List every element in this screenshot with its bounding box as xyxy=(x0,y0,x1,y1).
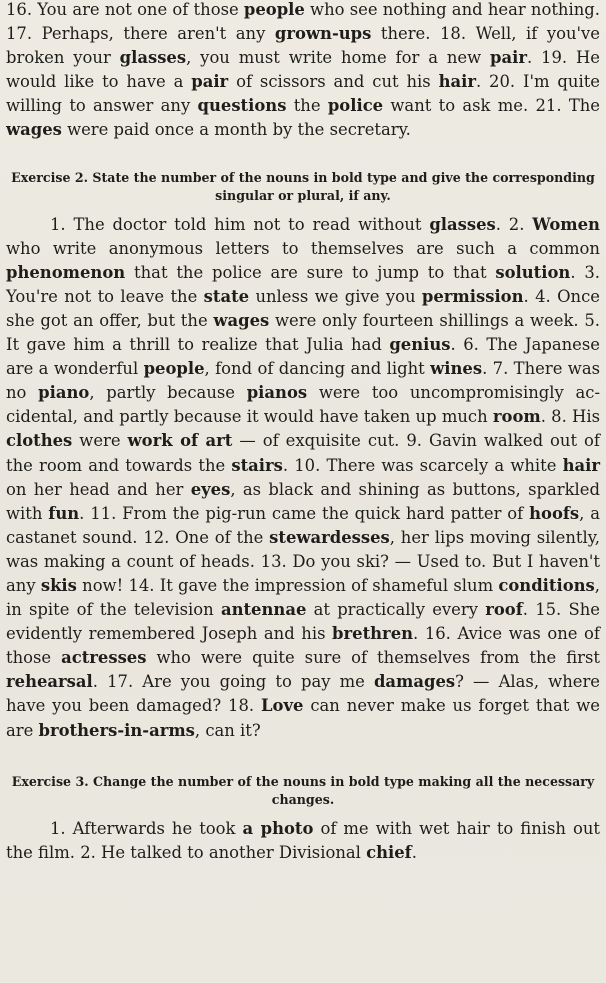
text-run: of me with wet hair to finish out the film. 2. He talked to another Divisional xyxy=(6,818,600,862)
bold-noun: skis xyxy=(40,575,77,595)
bold-noun: a photo xyxy=(242,818,314,838)
text-run: . 11. From the pig-run came the quick hard patter of xyxy=(79,503,530,523)
exercise-3-heading: Exercise 3. Change the number of the nouns in bold type making all the necessary changes. xyxy=(11,773,595,807)
bold-noun: hoofs xyxy=(529,503,580,523)
bold-noun: questions xyxy=(197,96,287,116)
text-run: want to ask me. 21. The xyxy=(383,96,601,116)
text-run: , can it? xyxy=(194,720,261,740)
bold-noun: wages xyxy=(6,120,62,140)
bold-noun: actresses xyxy=(61,648,147,668)
text-run: can never make us forget that we are xyxy=(6,696,600,740)
bold-noun: Women xyxy=(532,214,600,234)
text-run: were too uncompromisingly accidental, and partly because it would have taken up much xyxy=(6,383,600,427)
bold-noun: glasses xyxy=(429,214,496,234)
text-run: . xyxy=(411,842,417,862)
bold-noun: room xyxy=(492,407,541,427)
bold-noun: solution xyxy=(495,262,571,282)
bold-noun: antennae xyxy=(220,600,307,620)
text-run: . 6. The Japanese are a wonderful xyxy=(6,335,600,379)
bold-noun: conditions xyxy=(498,575,595,595)
bold-noun: people xyxy=(243,0,305,19)
text-run: . 3. You're not to leave the xyxy=(6,262,600,306)
text-run: the xyxy=(286,96,328,116)
bold-noun: permission xyxy=(421,286,524,306)
text-run: . 15. She evidently remembered Joseph and his xyxy=(6,600,600,644)
text-run: , as black and shining as buttons, sparkled with xyxy=(6,479,600,523)
bold-noun: hair xyxy=(438,72,476,92)
exercise-2-heading: Exercise 2. State the number of the nouns in bold type and give the corresponding singular or plural, if any. xyxy=(11,169,595,203)
bold-noun: brethren xyxy=(332,624,414,644)
bold-noun: grown-ups xyxy=(274,24,372,44)
bold-noun: rehearsal xyxy=(6,672,93,692)
bold-noun: Love xyxy=(261,696,304,716)
text-run: were paid once a month by the secretary. xyxy=(61,120,411,140)
text-run: on her head and her xyxy=(6,479,191,499)
bold-noun: people xyxy=(143,359,205,379)
text-run: . 17. Are you going to pay me xyxy=(92,672,374,692)
text-run: — of exquisite cut. 9. Gavin walked out of the room and towards the xyxy=(6,431,600,475)
text-run: now! 14. It gave the impression of shameful slum xyxy=(76,575,499,595)
bold-noun: glasses xyxy=(119,48,187,68)
text-run: . 20. I'm quite willing to answer any xyxy=(6,72,600,116)
text-run: at practically every xyxy=(306,600,486,620)
text-run: , her lips moving silently, was making a count of heads. 13. Do you ski? — Used to. But I haven't any xyxy=(6,527,600,595)
text-run: . 8. His xyxy=(540,407,600,427)
text-run: 1. Afterwards he took xyxy=(50,818,243,838)
text-run: , in spite of the television xyxy=(6,575,600,620)
text-run: 16. You are not one of those xyxy=(6,0,244,19)
text-run: who were quite sure of themselves from the first xyxy=(146,648,600,668)
bold-noun: fun xyxy=(48,503,80,523)
bold-noun: roof xyxy=(485,600,523,620)
exercise-3-text xyxy=(6,817,600,865)
bold-noun: chief xyxy=(366,842,412,862)
text-run: , fond of dancing and light xyxy=(204,359,431,379)
text-run: who write anonymous letters to themselves are such a common xyxy=(6,238,600,258)
text-run: were only fourteen shillings a week. 5. It gave him a thrill to realize that Julia had xyxy=(6,310,600,355)
bold-noun: pair xyxy=(191,72,229,92)
bold-noun: pair xyxy=(490,48,527,68)
text-run: were xyxy=(72,431,128,451)
text-run: , partly because xyxy=(89,383,247,403)
text-run: , a castanet sound. 12. One of the xyxy=(6,503,600,547)
bold-noun: brothers-in-arms xyxy=(38,720,195,740)
bold-noun: stairs xyxy=(231,455,283,475)
bold-noun: piano xyxy=(38,383,90,403)
bold-noun: hair xyxy=(562,455,600,475)
text-run: of scissors and cut his xyxy=(228,72,439,92)
exercise-2-text xyxy=(6,213,600,743)
bold-noun: state xyxy=(203,286,250,306)
bold-noun: police xyxy=(327,96,384,116)
text-run: . 10. There was scarcely a white xyxy=(282,455,563,475)
text-run: ? — Alas, where have you been damaged? 18. xyxy=(6,672,600,716)
text-run: 1. The doctor told him not to read without xyxy=(50,214,430,234)
text-run: that the police are sure to jump to that xyxy=(125,262,496,282)
exercise-1-continuation xyxy=(6,0,600,143)
bold-noun: phenomenon xyxy=(6,262,126,282)
bold-noun: wages xyxy=(213,310,270,330)
text-run: . 19. He would like to have a xyxy=(6,48,600,92)
bold-noun: wines xyxy=(430,359,483,379)
text-run: . 7. There was no xyxy=(6,359,601,403)
bold-noun: work of art xyxy=(127,431,233,451)
text-run: . 16. Avice was one of those xyxy=(6,624,600,668)
bold-noun: pianos xyxy=(246,383,308,403)
text-run: . 2. xyxy=(495,214,533,234)
bold-noun: eyes xyxy=(190,479,231,499)
text-run: there. 18. Well, if you've broken your xyxy=(6,24,600,68)
text-run: who see nothing and hear nothing. 17. Perhaps, there aren't any xyxy=(6,0,600,44)
text-run: . 4. Once she got an offer, but the xyxy=(6,286,600,330)
text-run: unless we give you xyxy=(249,286,422,306)
bold-noun: genius xyxy=(389,335,451,355)
bold-noun: clothes xyxy=(6,431,73,451)
bold-noun: damages xyxy=(373,672,456,692)
text-run: , you must write home for a new xyxy=(186,48,491,68)
bold-noun: stewardesses xyxy=(269,527,390,547)
